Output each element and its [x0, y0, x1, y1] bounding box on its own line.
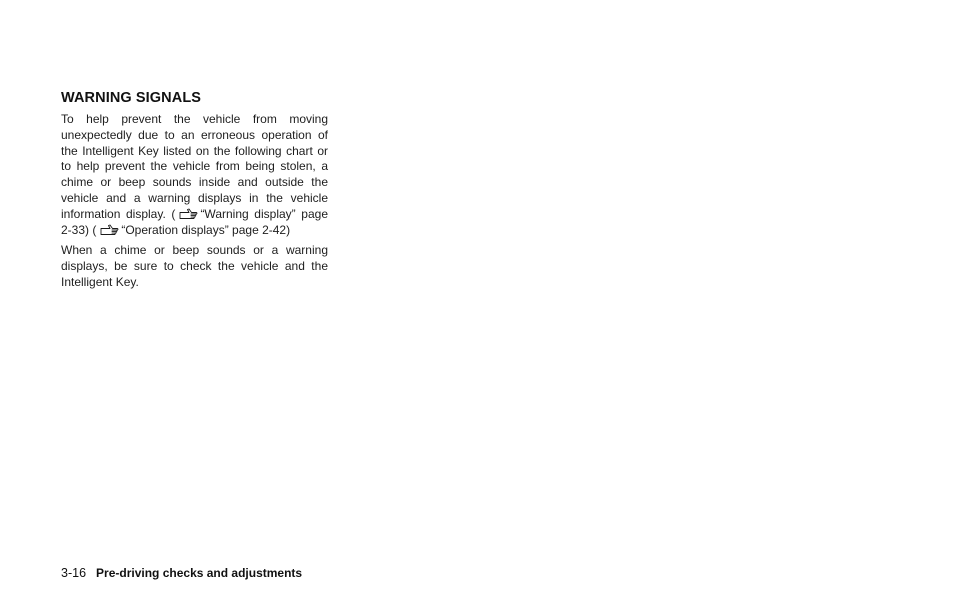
page-number: 3-16	[61, 566, 87, 580]
section-heading: WARNING SIGNALS	[61, 90, 202, 106]
body-paragraph-1	[61, 112, 328, 238]
reference-operation-displays: “Operation displays” page 2-42)	[121, 222, 291, 237]
page-footer	[61, 565, 302, 581]
body-paragraph-2: When a chime or beep sounds or a warning displays, be sure to check the vehicle and the Intelligent Key.	[61, 243, 328, 289]
warning-signals-section	[61, 89, 328, 291]
chapter-title: Pre-driving checks and adjustments	[96, 566, 303, 580]
paragraph-1-text: To help prevent the vehicle from moving unexpectedly due to an erroneous operation of the Intelligent Key listed on the following chart or to help prevent the vehicle from being stolen, a chime or beep sounds inside and outside the vehicle and a warning displays in the vehicle information display. (	[61, 112, 328, 221]
reference-warning-display: “Warning display” page 2-33) (	[61, 206, 328, 237]
pointing-hand-icon	[100, 224, 119, 236]
pointing-hand-icon	[179, 208, 198, 220]
